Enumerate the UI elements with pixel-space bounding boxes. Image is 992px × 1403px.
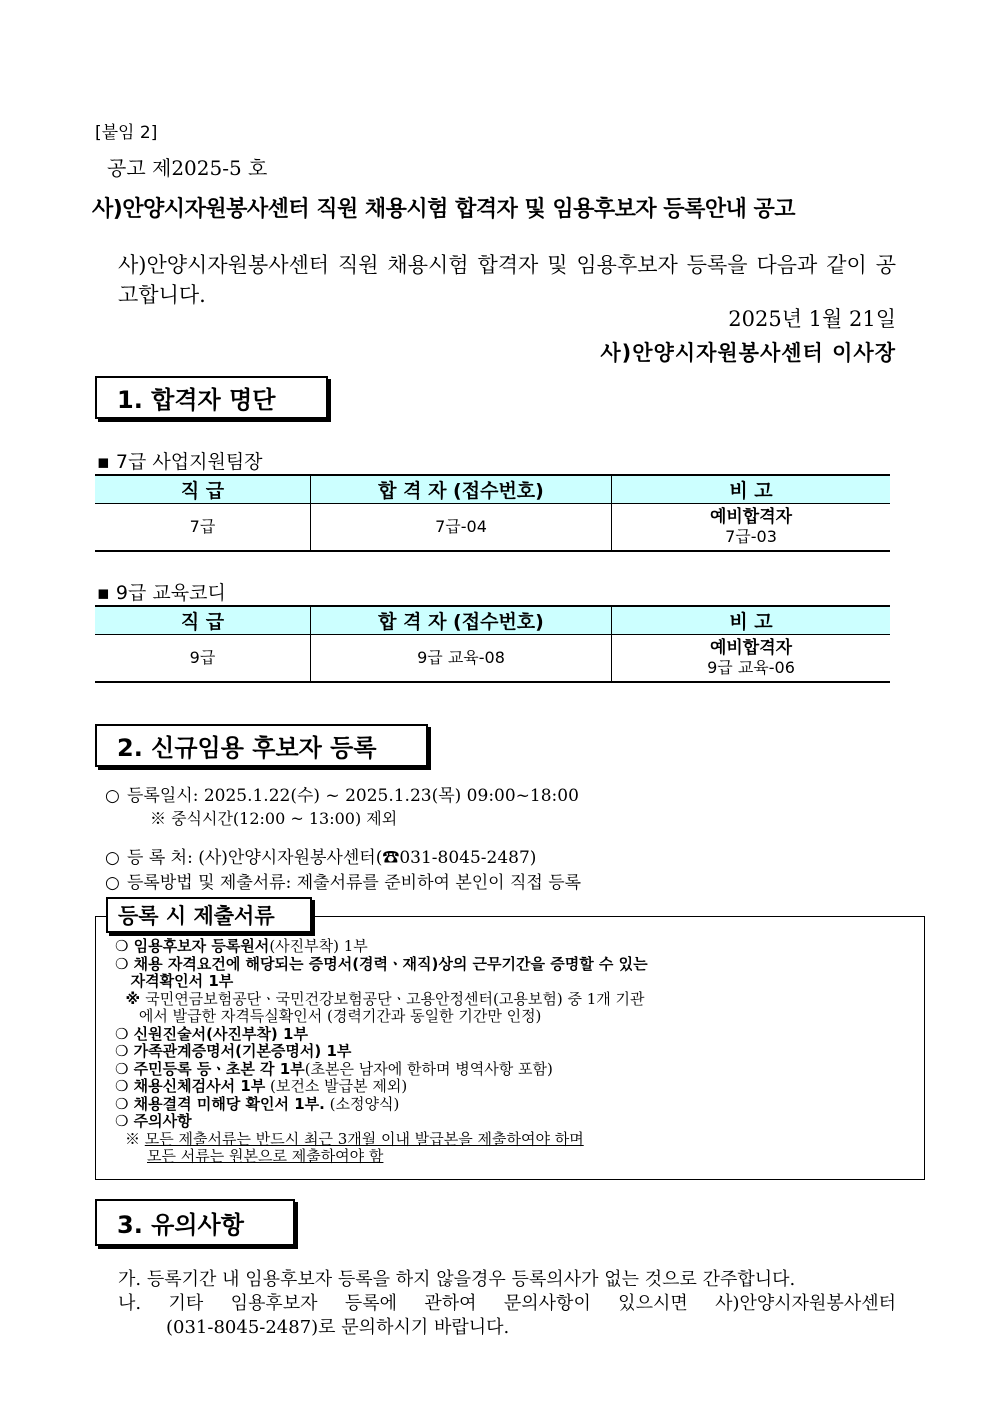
list-item: ❍ 신원진술서(사진부착) 1부 [115, 1024, 308, 1043]
list-item: ❍ 가족관계증명서(기본증명서) 1부 [115, 1042, 352, 1060]
section-1-title: 1. 합격자 명단 [95, 376, 328, 419]
list-item: ※ 국민연금보험공단ㆍ국민건강보험공단ㆍ고용안정센터(고용보험) 중 1개 기관 [115, 989, 645, 1008]
list-item: ❍ 임용후보자 등록원서(사진부착) 1부 [115, 937, 368, 955]
cell-grade: 7급 [95, 504, 311, 552]
section-2-title: 2. 신규임용 후보자 등록 [95, 724, 428, 767]
section-3-title: 3. 유의사항 [95, 1199, 295, 1246]
note-reserve-number: 9급 교육-06 [707, 658, 795, 677]
notice-line [115, 1131, 915, 1149]
cell-grade: 9급 [95, 635, 311, 683]
column-header-applicant: 합 격 자 (접수번호) [311, 475, 612, 504]
list-item: ❍ 채용신체검사서 1부 (보건소 발급본 제외) [115, 1077, 408, 1095]
circle-bullet-icon: ○ [105, 873, 120, 893]
registration-method [105, 868, 581, 893]
caution-item-2: 나. 기타 임용후보자 등록에 관하여 문의사항이 있으시면 사)안양시자원봉사센터 [118, 1293, 896, 1314]
registration-place-text: 등 록 처: (사)안양시자원봉사센터(☎031-8045-2487) [127, 848, 537, 868]
page-title: 사)안양시자원봉사센터 직원 채용시험 합격자 및 임용후보자 등록안내 공고 [92, 197, 795, 222]
column-header-grade: 직 급 [95, 606, 311, 635]
lunch-break-note: ※ 중식시간(12:00 ~ 13:00) 제외 [150, 809, 398, 828]
caution-item-2-cont: (031-8045-2487)로 문의하시기 바랍니다. [166, 1317, 510, 1338]
notice-date: 2025년 1월 21일 [728, 307, 896, 331]
cell-note [612, 635, 891, 683]
intro-paragraph: 사)안양시자원봉사센터 직원 채용시험 합격자 및 임용후보자 등록을 다음과 같이 공고합니다. [118, 253, 896, 307]
list-item: 에서 발급한 자격득실확인서 (경력기간과 동일한 기간만 인정) [115, 1007, 542, 1025]
note-reserve-label: 예비합격자 [709, 507, 793, 527]
column-header-note: 비 고 [612, 606, 891, 635]
registration-period-text: 등록일시: 2025.1.22(수) ~ 2025.1.23(목) 09:00~18:00 [127, 786, 579, 806]
column-header-note: 비 고 [612, 475, 891, 504]
note-reserve-label: 예비합격자 [709, 638, 793, 658]
table-2-heading: ▪ 9급 교육코디 [97, 582, 226, 604]
registration-place [105, 843, 536, 868]
list-item: ❍ 주의사항 [115, 1112, 192, 1130]
cell-applicant: 9급 교육-08 [311, 635, 612, 683]
caution-list [118, 1268, 896, 1340]
required-documents-title: 등록 시 제출서류 [106, 897, 312, 933]
passers-table-grade-9 [95, 605, 890, 683]
list-item: ❍ 채용결격 미해당 확인서 1부. (소정양식) [115, 1094, 400, 1113]
reference-mark-icon: ※ [125, 1129, 141, 1148]
table-1-heading: ▪ 7급 사업지원팀장 [97, 451, 263, 473]
notice-text-2: 모든 서류는 원본으로 제출하여야 함 [147, 1147, 384, 1165]
required-documents-list [115, 938, 915, 1166]
caution-item-1: 가. 등록기간 내 임용후보자 등록을 하지 않을경우 등록의사가 없는 것으로 간주합니다. [118, 1269, 796, 1290]
list-item: ❍ 주민등록 등ㆍ초본 각 1부(초본은 남자에 한하며 병역사항 포함) [115, 1059, 553, 1078]
cell-applicant: 7급-04 [311, 504, 612, 552]
notice-text-1: 모든 제출서류는 반드시 최근 3개월 이내 발급본을 제출하여야 하며 [144, 1129, 584, 1148]
circle-bullet-icon: ○ [105, 786, 120, 806]
attachment-label: [붙임 2] [95, 123, 158, 143]
cell-note [612, 504, 891, 552]
table-row [95, 504, 890, 552]
list-item: ❍ 채용 자격요건에 해당되는 증명서(경력ㆍ재직)상의 근무기간을 증명할 수 있는 [115, 954, 648, 973]
registration-period [105, 781, 579, 806]
notice-line [115, 1148, 915, 1166]
registration-method-text: 등록방법 및 제출서류: 제출서류를 준비하여 본인이 직접 등록 [127, 873, 582, 893]
issuer: 사)안양시자원봉사센터 이사장 [600, 341, 896, 365]
notice-number: 공고 제2025-5 호 [107, 156, 268, 180]
table-row [95, 635, 890, 683]
column-header-grade: 직 급 [95, 475, 311, 504]
column-header-applicant: 합 격 자 (접수번호) [311, 606, 612, 635]
passers-table-grade-7 [95, 474, 890, 552]
circle-bullet-icon: ○ [105, 848, 120, 868]
note-reserve-number: 7급-03 [725, 527, 777, 546]
list-item: 자격확인서 1부 [115, 972, 234, 990]
